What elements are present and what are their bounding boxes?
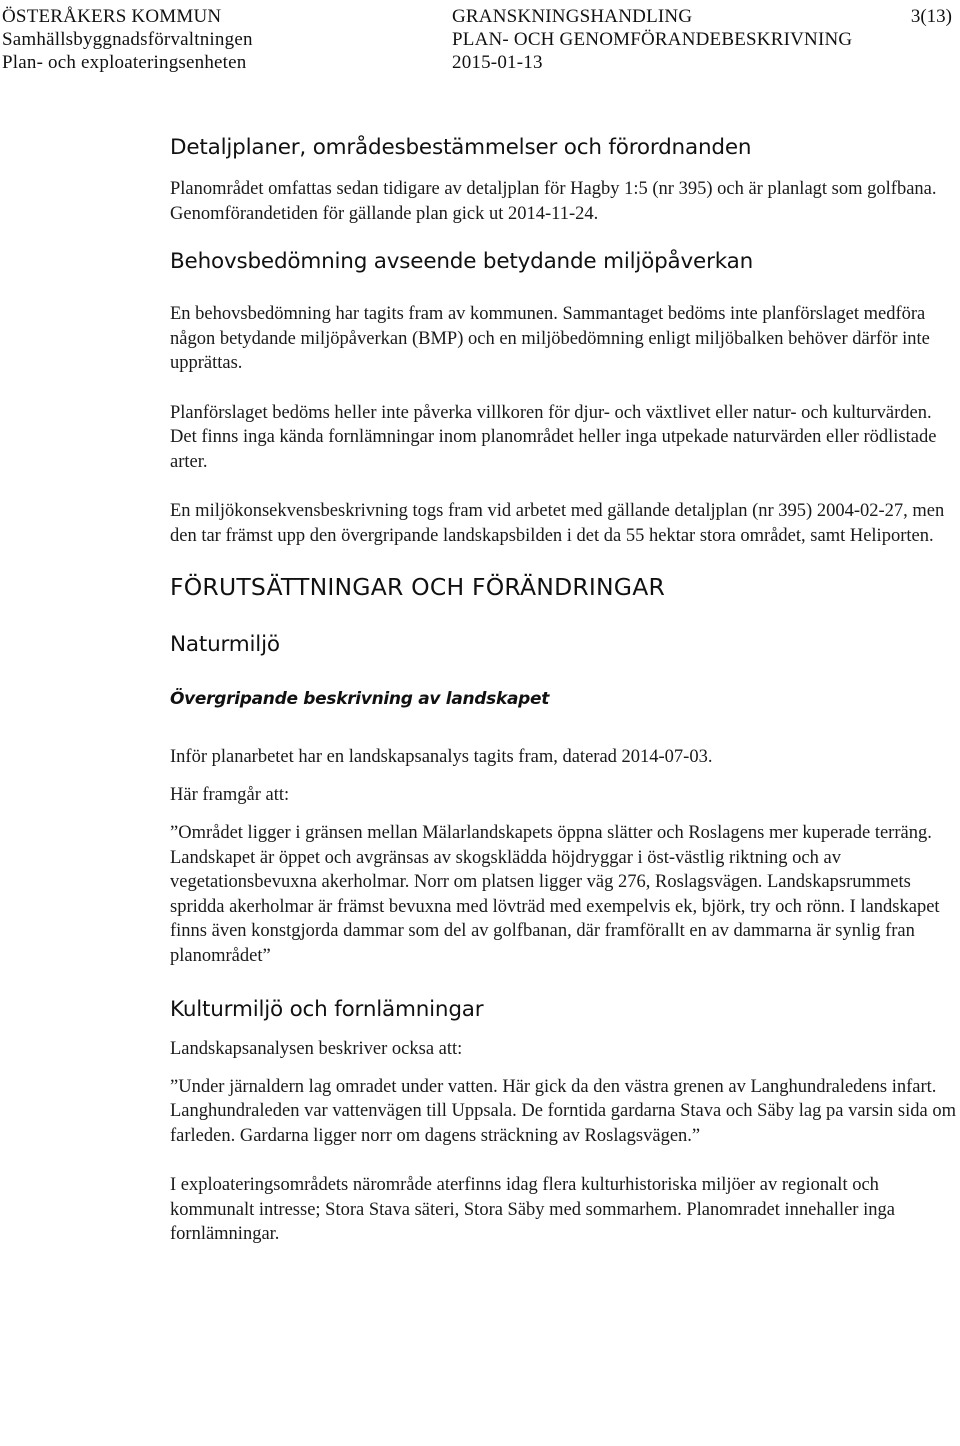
document-body: [170, 133, 960, 1247]
header-document-date: 2015-01-13: [452, 52, 543, 73]
quote-jarnaldern: ”Under järnaldern lag omradet under vatten. Här gick da den västra grenen av Langhundraledens infart. Langhundraleden var vattenvägen till Uppsala. De forntida gardarna Stava och Säby lag pa varsin sida om farleden. Gardarna ligger norr om dagens sträckning av Roslagsvägen.”: [170, 1076, 956, 1146]
header-organization: [2, 5, 253, 74]
quote-landskapet: ”Området ligger i gränsen mellan Mälarlandskapets öppna slätter och Roslagens mer kuperade terräng. Landskapet är öppet och avgränsas av skogsklädda höjdryggar i öst-västlig riktning och av vegetationsbevuxna akerholmar. Norr om platsen ligger väg 276, Roslagsvägen. Landskapsrummets spridda akerholmar är främst bevuxna med lövträd med exempelvis ek, björk, try och rönn. I landskapet finns även konstgjorda dammar som del av golfbanan, där framförallt en av dammarna är synlig fran planområdet”: [170, 823, 940, 966]
heading-naturmiljo: Naturmiljö: [170, 632, 280, 657]
section-naturmiljo: [170, 630, 960, 968]
subheading-landskapet: Övergripande beskrivning av landskapet: [170, 689, 550, 709]
paragraph-exploateringsomradet: I exploateringsområdets närområde aterfinns idag flera kulturhistoriska miljöer av regionalt och kommunalt intresse; Stora Stava säteri, Stora Säby med sommarhem. Planomradet innehaller inga fornlämningar.: [170, 1175, 895, 1244]
heading-behovsbedomning: Behovsbedömning avseende betydande miljöpåverkan: [170, 249, 753, 274]
heading-kulturmiljo: Kulturmiljö och fornlämningar: [170, 997, 484, 1022]
section-detaljplaner: [170, 133, 960, 226]
paragraph-landskapsanalysen: Landskapsanalysen beskriver ocksa att:: [170, 1039, 463, 1059]
header-municipality: ÖSTERÅKERS KOMMUN: [2, 6, 222, 27]
document-header: [0, 5, 960, 75]
section-behovsbedomning: [170, 247, 960, 548]
header-page-number: 3(13): [910, 6, 952, 27]
header-unit: Plan- och exploateringsenheten: [2, 52, 247, 73]
paragraph-behovsbedomning: En behovsbedömning har tagits fram av kommunen. Sammantaget bedöms inte planförslaget medföra någon betydande miljöpåverkan (BMP) och en miljöbedömning enligt miljöbalken behöver därför inte upprättas.: [170, 304, 930, 373]
paragraph-planforslaget: Planförslaget bedöms heller inte påverka villkoren för djur- och växtlivet eller natur- och kulturvärden. Det finns inga kända fornlämningar inom planområdet heller inga utpekade naturvärden eller rödlistade arter.: [170, 402, 937, 472]
heading-detaljplaner: Detaljplaner, områdesbestämmelser och förordnanden: [170, 135, 752, 160]
paragraph-har-framgar: Här framgår att:: [170, 784, 290, 805]
header-document-info: [452, 5, 852, 74]
paragraph-landskapsanalys: Inför planarbetet har en landskapsanalys tagits fram, daterad 2014-07-03.: [170, 747, 713, 767]
heading-forutsattningar: FÖRUTSÄTTNINGAR OCH FÖRÄNDRINGAR: [170, 573, 666, 601]
section-kulturmiljo: [170, 995, 960, 1247]
header-document-status: GRANSKNINGSHANDLING: [452, 6, 693, 27]
paragraph-miljokonsekvens: En miljökonsekvensbeskrivning togs fram vid arbetet med gällande detaljplan (nr 395) 2004-02-27, men den tar främst upp den övergripande landskapsbilden i det da 55 hektar stora området, samt Heliporten.: [170, 501, 945, 546]
section-forutsattningar: [170, 571, 960, 603]
paragraph-planomradet: Planområdet omfattas sedan tidigare av detaljplan för Hagby 1:5 (nr 395) och är planlagt som golfbana. Genomförandetiden för gällande plan gick ut 2014-11-24.: [170, 179, 937, 224]
header-department: Samhällsbyggnadsförvaltningen: [2, 29, 253, 50]
header-document-type: PLAN- OCH GENOMFÖRANDEBESKRIVNING: [452, 29, 853, 50]
